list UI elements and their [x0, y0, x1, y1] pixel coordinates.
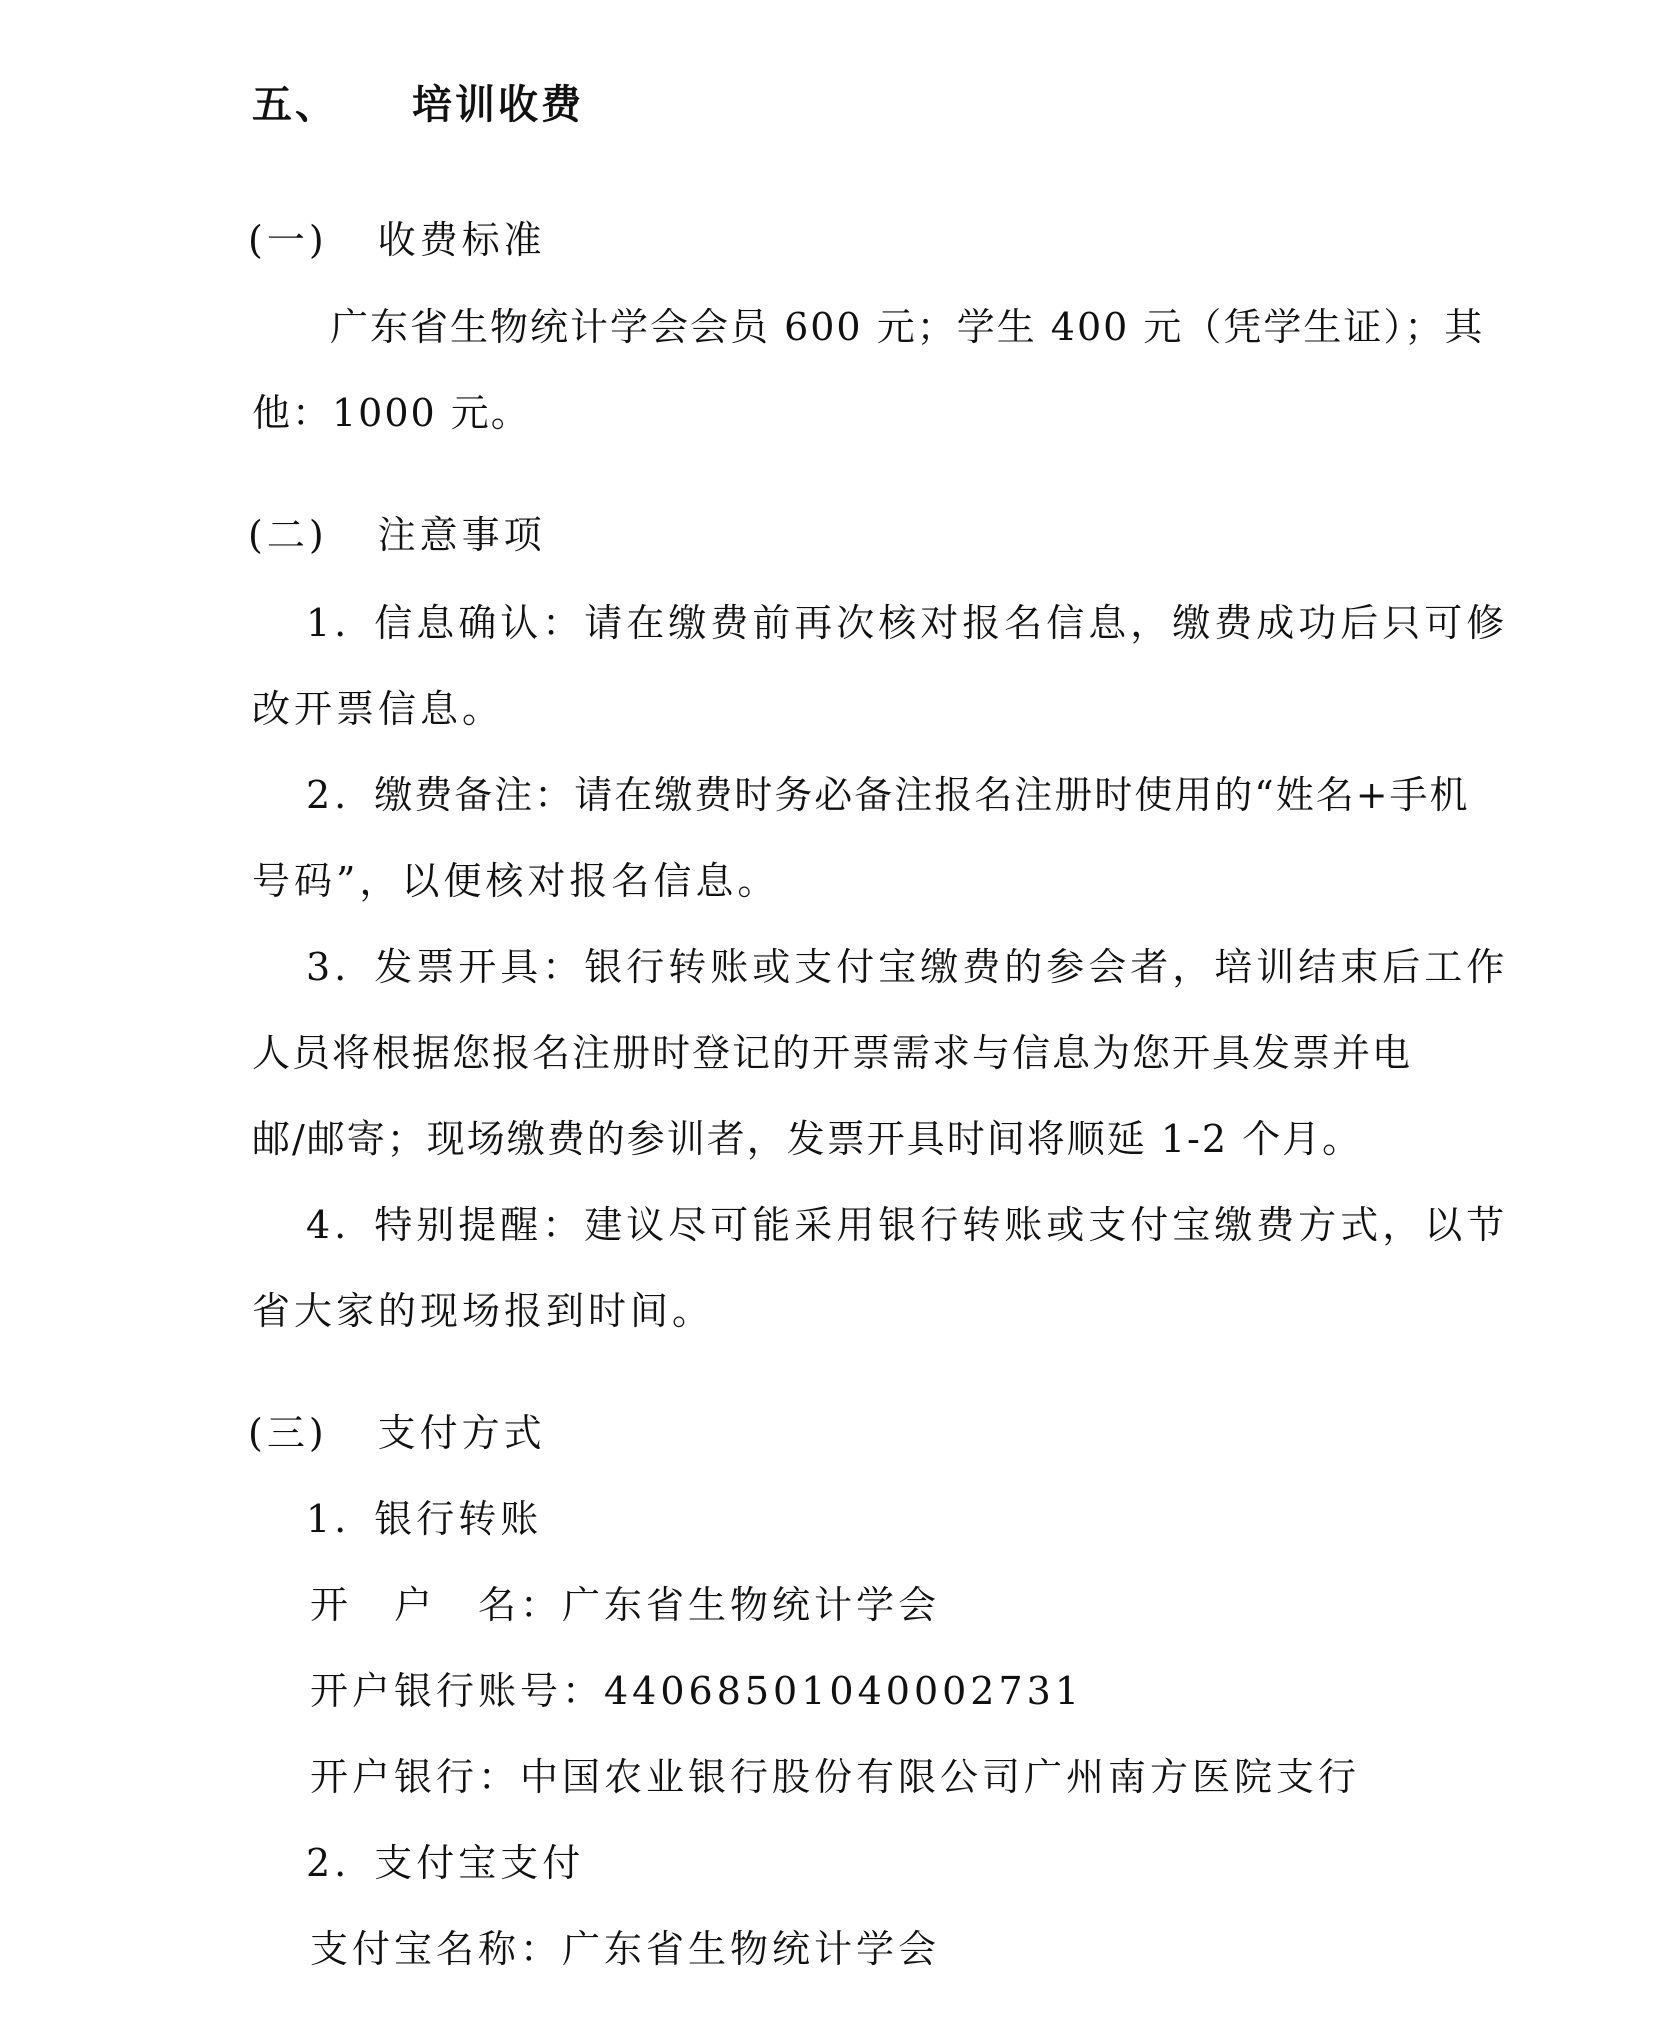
fee-standard-line-2: 他：1000 元。: [252, 391, 531, 435]
note-item-3-line-1: 3. 发票开具：银行转账或支付宝缴费的参会者，培训结束后工作: [306, 945, 1509, 989]
subsection-number: (三): [248, 1411, 328, 1455]
bank-name: 开户银行：中国农业银行股份有限公司广州南方医院支行: [310, 1755, 1361, 1799]
section-number: 五、: [252, 82, 338, 128]
subsection-title: 支付方式: [377, 1411, 546, 1455]
note-item-number: 1.: [306, 601, 351, 645]
note-item-number: 4.: [306, 1203, 351, 1247]
alipay-name: 支付宝名称：广东省生物统计学会: [310, 1927, 941, 1971]
note-item-1-line-1: 1. 信息确认：请在缴费前再次核对报名信息，缴费成功后只可修: [306, 601, 1509, 645]
subsection-title: 收费标准: [377, 218, 546, 262]
note-item-2-line-2: 号码”，以便核对报名信息。: [252, 859, 780, 903]
note-item-4-line-1: 4. 特别提醒：建议尽可能采用银行转账或支付宝缴费方式，以节: [306, 1203, 1509, 1247]
subsection-heading-payment: [248, 1408, 546, 1458]
payment-item-number: 2.: [306, 1841, 351, 1885]
payment-alipay-heading: [306, 1838, 584, 1888]
note-item-2-line-1: 2. 缴费备注：请在缴费时务必备注报名注册时使用的“姓名+手机: [306, 773, 1470, 817]
fee-standard-line-1: 广东省生物统计学会会员 600 元；学生 400 元（凭学生证）；其: [330, 305, 1485, 349]
subsection-heading-notes: [248, 510, 546, 560]
note-item-3-line-2: 人员将根据您报名注册时登记的开票需求与信息为您开具发票并电: [252, 1031, 1413, 1075]
subsection-number: (二): [248, 513, 328, 557]
bank-account-number: 开户银行账号：44068501040002731: [310, 1669, 1084, 1713]
payment-bank-heading: [306, 1494, 542, 1544]
bank-account-name: 开 户 名：广东省生物统计学会: [310, 1583, 941, 1627]
subsection-number: (一): [248, 218, 328, 262]
note-item-number: 2.: [306, 773, 351, 817]
note-item-number: 3.: [306, 945, 351, 989]
subsection-heading-fee-standard: [248, 215, 546, 265]
note-item-3-line-3: 邮/邮寄；现场缴费的参训者，发票开具时间将顺延 1-2 个月。: [252, 1117, 1363, 1161]
payment-bank-title: 银行转账: [374, 1497, 543, 1541]
note-item-1-line-2: 改开票信息。: [252, 687, 505, 731]
section-title: 培训收费: [412, 82, 584, 128]
payment-item-number: 1.: [306, 1497, 351, 1541]
subsection-title: 注意事项: [377, 513, 546, 557]
section-heading: [252, 80, 584, 130]
note-item-4-line-2: 省大家的现场报到时间。: [252, 1289, 715, 1333]
payment-alipay-title: 支付宝支付: [374, 1841, 585, 1885]
